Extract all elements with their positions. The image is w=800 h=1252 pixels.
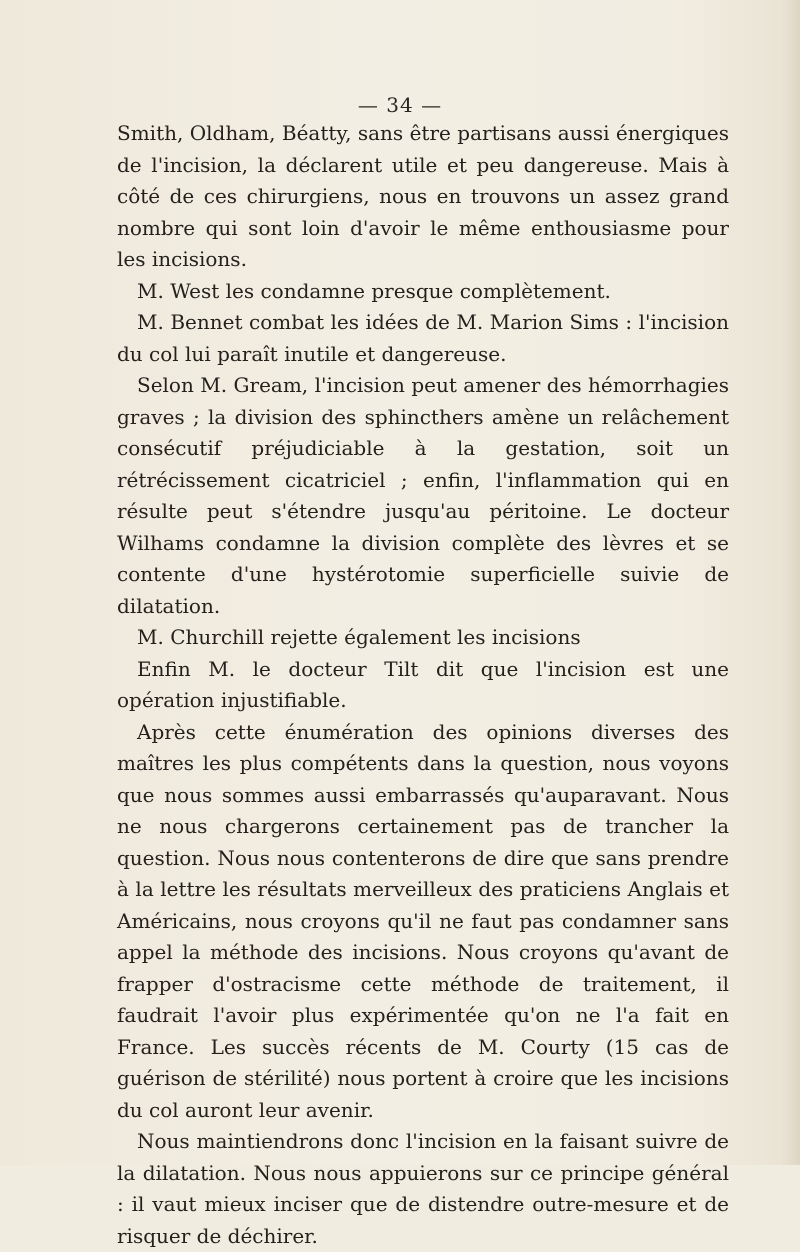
paragraph-3: M. Bennet combat les idées de M. Marion Sims : l'incision du col lui paraît inutile et dangereuse.	[117, 310, 729, 366]
page-edge-shadow	[782, 0, 800, 1165]
body-text	[117, 118, 729, 1252]
page-number-header: — 34 —	[357, 93, 443, 117]
paragraph-5: M. Churchill rejette également les incisions	[137, 625, 581, 649]
paragraph-7: Après cette énumération des opinions diverses des maîtres les plus compétents dans la question, nous voyons que nous sommes aussi embarrassés qu'auparavant. Nous ne nous chargerons certainement pas de trancher la question. Nous nous contenterons de dire que sans prendre à la lettre les résultats merveilleux des praticiens Anglais et Américains, nous croyons qu'il ne faut pas condamner sans appel la méthode des incisions. Nous croyons qu'avant de frapper d'ostracisme cette méthode de traitement, il faudrait l'avoir plus expérimentée qu'on ne l'a fait en France. Les succès récents de M. Courty (15 cas de guérison de stérilité) nous portent à croire que les incisions du col auront leur avenir.	[117, 719, 729, 1122]
paragraph-2: M. West les condamne presque complètement.	[137, 278, 611, 303]
paragraph-4: Selon M. Gream, l'incision peut amener des hémorrhagies graves ; la division des sphincthers amène un relâchement consécutif préjudiciable à la gestation, soit un rétrécissement cicatriciel ; enfin, l'inflammation qui en résulte peut s'étendre jusqu'au péritoine. Le docteur Wilhams condamne la division complète des lèvres et se contente d'une hystérotomie superficielle suivie de dilatation.	[117, 373, 729, 618]
paragraph-8: Nous maintiendrons donc l'incision en la faisant suivre de la dilatation. Nous nous appuierons sur ce principe général : il vaut mieux inciser que de distendre outre-mesure et de risquer de déchirer.	[117, 1129, 729, 1248]
paragraph-1: Smith, Oldham, Béatty, sans être partisans aussi énergiques de l'incision, la déclarent utile et peu dangereuse. Mais à côté de ces chirurgiens, nous en trouvons un assez grand nombre qui sont loin d'avoir le même enthousiasme pour les incisions.	[117, 121, 729, 271]
paragraph-6: Enfin M. le docteur Tilt dit que l'incision est une opération injustifiable.	[117, 656, 729, 712]
